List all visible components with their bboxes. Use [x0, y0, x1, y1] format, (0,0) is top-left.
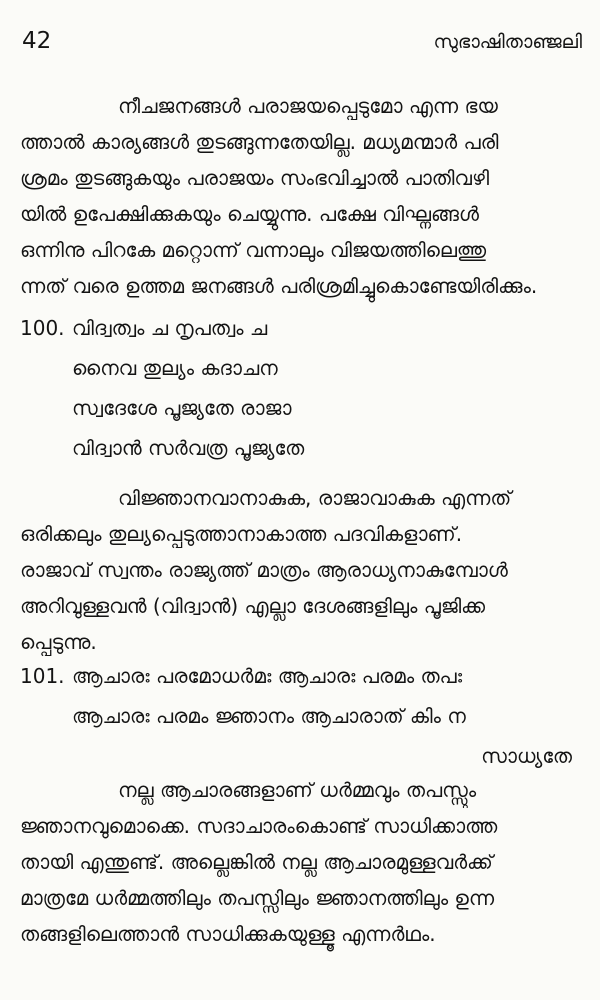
paragraph-2 — [20, 480, 580, 660]
page-number: 42 — [22, 28, 52, 54]
verse-101 — [20, 656, 580, 776]
verse-number: 101. — [20, 664, 65, 688]
text-line: യിൽ ഉപേക്ഷിക്കുകയും ചെയ്യുന്നു. പക്ഷേ വിഘ്നങ്ങൾ — [20, 202, 479, 226]
text-line: അറിവുള്ളവൻ (വിദ്വാൻ) എല്ലാ ദേശങ്ങളിലും പൂജിക്ക — [20, 594, 486, 618]
verse-line: വിദ്വാൻ സർവത്ര പൂജ്യതേ — [72, 436, 305, 460]
verse-line: സ്വദേശേ പൂജ്യതേ രാജാ — [72, 396, 292, 420]
text-line: തങ്ങളിലെത്താൻ സാധിക്കുകയുള്ളൂ എന്നർഥം. — [20, 922, 436, 946]
text-line: നല്ല ആചാരങ്ങളാണ് ധർമ്മവും തപസ്സും — [118, 778, 477, 802]
text-line: രാജാവ് സ്വന്തം രാജ്യത്ത് മാത്രം ആരാധ്യനാകുമ്പോൾ — [20, 558, 508, 582]
text-line: തായി എന്തുണ്ട്. അല്ലെങ്കിൽ നല്ല ആചാരമുള്ളവർക്ക് — [20, 850, 493, 874]
verse-line: ആചാരഃ പരമം ജ്ഞാനം ആചാരാത് കിം ന — [72, 704, 466, 728]
verse-line — [20, 308, 580, 348]
text-line: മാത്രമേ ധർമ്മത്തിലും തപസ്സിലും ജ്ഞാനത്തിലും ഉന്ന — [20, 886, 495, 910]
paragraph-3 — [20, 772, 580, 952]
text-line: ജ്ഞാനവുമൊക്കെ. സദാചാരംകൊണ്ട് സാധിക്കാത്ത — [20, 814, 498, 838]
verse-text: വിദ്വത്വം ച നൃപത്വം ച — [72, 316, 268, 340]
verse-line: സാധ്യതേ — [481, 744, 572, 768]
running-title: സുഭാഷിതാഞ്ജലി — [433, 31, 582, 53]
text-line: ഒരിക്കലും തുല്യപ്പെടുത്താനാകാത്ത പദവികളാണ്. — [20, 522, 463, 546]
text-line: ത്താൽ കാര്യങ്ങൾ തുടങ്ങുന്നതേയില്ല. മധ്യമന്മാർ പരി — [20, 130, 499, 154]
text-line: ഒന്നിനു പിറകേ മറ്റൊന്ന് വന്നാലും വിജയത്തിലെത്തു — [20, 238, 487, 262]
paragraph-1 — [20, 88, 580, 304]
text-line: വിജ്ഞാനവാനാകുക, രാജാവാകുക എന്നത് — [118, 486, 512, 510]
text-line: ശ്രമം തുടങ്ങുകയും പരാജയം സംഭവിച്ചാൽ പാതിവഴി — [20, 166, 490, 190]
page-header — [22, 28, 582, 58]
verse-text: ആചാരഃ പരമോധർമഃ ആചാരഃ പരമം തപഃ — [72, 664, 463, 688]
verse-number: 100. — [20, 316, 65, 340]
text-line: പ്പെടുന്നു. — [20, 630, 97, 654]
verse-line: നൈവ തുല്യം കദാചന — [72, 356, 278, 380]
verse-line — [20, 656, 580, 696]
text-line: ന്നത് വരെ ഉത്തമ ജനങ്ങൾ പരിശ്രമിച്ചുകൊണ്ടേയിരിക്കും. — [20, 274, 538, 298]
text-line: നീചജനങ്ങൾ പരാജയപ്പെടുമോ എന്ന ഭയ — [118, 94, 498, 118]
verse-100 — [20, 308, 580, 468]
